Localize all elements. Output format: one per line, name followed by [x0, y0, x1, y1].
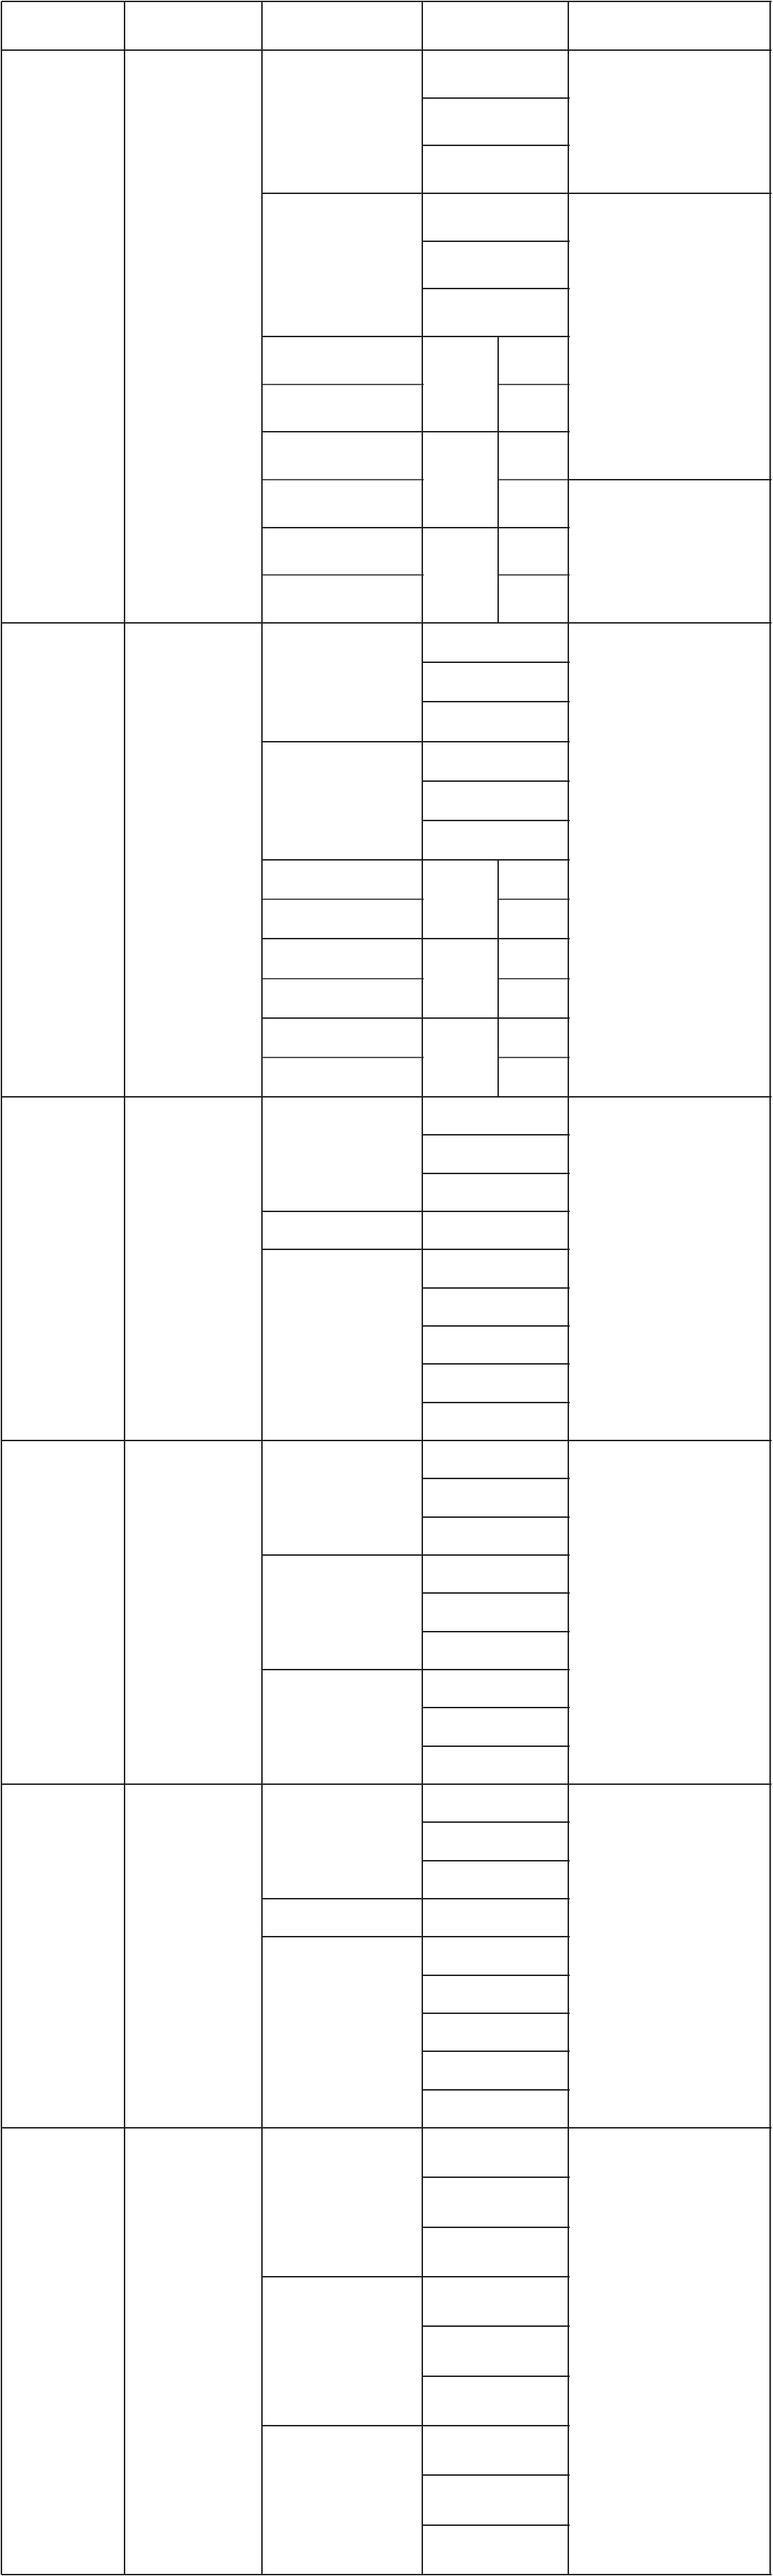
subject-name — [1, 1440, 125, 1784]
table-rule — [262, 1898, 424, 1899]
level-cell — [422, 1899, 568, 1937]
exam-part — [498, 528, 568, 576]
time-slot — [262, 1018, 422, 1057]
table-rule — [1, 50, 2, 623]
note-cell — [568, 623, 770, 1097]
table-rule — [422, 1363, 570, 1365]
table-rule — [422, 2013, 570, 2014]
table-rule — [1, 1784, 2, 2128]
table-rule — [262, 193, 424, 194]
level-cell — [422, 1517, 568, 1555]
level-cell — [422, 742, 568, 781]
table-rule — [422, 2276, 570, 2277]
time-slot — [262, 50, 422, 193]
note-cell — [568, 1097, 770, 1440]
table-rule — [498, 384, 570, 385]
table-rule — [124, 1, 125, 50]
header-time — [262, 1, 422, 50]
table-rule — [124, 1097, 125, 1440]
subject-name — [1, 50, 125, 623]
table-rule — [1, 2128, 2, 2575]
level-cell — [422, 1708, 568, 1745]
table-rule — [261, 1, 263, 50]
table-rule — [1, 1440, 2, 1784]
level-cell — [422, 289, 568, 336]
table-rule — [422, 145, 570, 146]
exam-part — [498, 860, 568, 899]
note-cell — [568, 1440, 770, 1784]
table-rule — [568, 1784, 569, 2128]
table-rule — [261, 1784, 263, 2128]
table-rule — [422, 1173, 570, 1174]
table-rule — [422, 1821, 570, 1823]
table-rule — [422, 2050, 570, 2052]
table-rule — [769, 1, 771, 50]
exam-part — [498, 899, 568, 939]
level-cell — [422, 1440, 568, 1478]
exam-date — [125, 2128, 262, 2575]
table-rule — [422, 780, 570, 782]
table-rule — [262, 1554, 424, 1556]
time-slot — [262, 1670, 422, 1784]
level-cell — [422, 432, 498, 527]
time-slot — [262, 1097, 422, 1211]
table-rule — [568, 623, 569, 1097]
time-slot — [262, 979, 422, 1018]
table-rule — [498, 1057, 570, 1058]
table-rule — [422, 1, 423, 50]
table-rule — [422, 1554, 570, 1556]
level-cell — [422, 2475, 568, 2524]
time-slot — [262, 1937, 422, 2128]
table-rule — [769, 50, 771, 623]
table-rule — [422, 623, 423, 1097]
level-cell — [422, 1249, 568, 1287]
table-rule — [769, 1097, 771, 1440]
table-rule — [568, 2128, 569, 2575]
level-cell — [422, 1822, 568, 1860]
table-rule — [1, 1440, 772, 1441]
level-cell — [422, 2177, 568, 2227]
level-cell — [422, 2227, 568, 2277]
level-cell — [422, 2051, 568, 2089]
table-rule — [262, 1249, 424, 1250]
table-rule — [422, 2425, 570, 2426]
table-rule — [422, 1975, 570, 1976]
level-cell — [422, 1288, 568, 1326]
time-slot — [262, 742, 422, 861]
table-rule — [1, 1097, 2, 1440]
note-cell — [568, 2128, 770, 2575]
table-rule — [568, 1, 569, 50]
level-cell — [422, 1326, 568, 1364]
table-rule — [498, 899, 570, 900]
time-slot — [262, 2426, 422, 2575]
table-rule — [261, 1097, 263, 1440]
subject-name — [1, 1784, 125, 2128]
table-rule — [769, 1784, 771, 2128]
table-rule — [1, 2574, 772, 2575]
level-cell — [422, 336, 498, 432]
table-rule — [497, 860, 499, 1097]
table-rule — [262, 479, 424, 480]
time-slot — [262, 480, 422, 528]
table-rule — [422, 97, 570, 99]
table-rule — [1, 1783, 772, 1785]
table-rule — [568, 193, 772, 194]
header-date — [125, 1, 262, 50]
level-cell — [422, 1173, 568, 1211]
level-cell — [422, 193, 568, 241]
level-cell — [422, 1478, 568, 1516]
level-cell — [422, 528, 498, 623]
exam-part — [498, 979, 568, 1018]
table-rule — [422, 1287, 570, 1289]
table-rule — [262, 1936, 424, 1937]
time-slot — [262, 939, 422, 978]
table-rule — [422, 1402, 570, 1403]
time-slot — [262, 1249, 422, 1440]
time-slot — [262, 1899, 422, 1937]
level-cell — [422, 1975, 568, 2013]
exam-date — [125, 623, 262, 1097]
time-slot — [262, 1555, 422, 1670]
table-rule — [422, 1516, 570, 1518]
table-rule — [1, 623, 2, 1097]
level-cell — [422, 702, 568, 741]
level-cell — [422, 241, 568, 289]
exam-date — [125, 1784, 262, 2128]
subject-name — [1, 2128, 125, 2575]
header-note — [568, 1, 770, 50]
table-rule — [498, 978, 570, 979]
table-rule — [422, 2176, 570, 2178]
table-rule — [422, 741, 570, 742]
level-cell — [422, 1937, 568, 1975]
time-slot — [262, 623, 422, 742]
time-slot — [262, 432, 422, 480]
table-rule — [769, 2128, 771, 2575]
exam-part — [498, 384, 568, 432]
exam-part — [498, 1018, 568, 1057]
table-rule — [124, 1440, 125, 1784]
table-rule — [262, 899, 424, 900]
table-rule — [124, 1784, 125, 2128]
level-cell — [422, 1784, 568, 1822]
time-slot — [262, 193, 422, 336]
level-cell — [422, 1135, 568, 1173]
table-rule — [568, 1097, 569, 1440]
level-cell — [422, 820, 568, 860]
subject-name — [1, 1097, 125, 1440]
level-cell — [422, 2277, 568, 2326]
exam-date — [125, 1097, 262, 1440]
level-cell — [422, 145, 568, 193]
table-rule — [422, 1249, 570, 1250]
time-slot — [262, 899, 422, 939]
table-rule — [261, 623, 263, 1097]
note-cell — [568, 193, 770, 480]
table-rule — [262, 1669, 424, 1670]
table-rule — [262, 384, 424, 385]
time-slot — [262, 1057, 422, 1097]
table-rule — [124, 50, 125, 623]
table-rule — [1, 1, 772, 2]
level-cell — [422, 1403, 568, 1440]
exam-part — [498, 939, 568, 978]
level-cell — [422, 1632, 568, 1670]
table-rule — [568, 479, 772, 480]
time-slot — [262, 860, 422, 899]
table-rule — [422, 2376, 570, 2377]
time-slot — [262, 2277, 422, 2426]
table-rule — [422, 1784, 423, 2128]
table-rule — [422, 1440, 423, 1784]
table-rule — [422, 2128, 423, 2575]
table-rule — [422, 50, 423, 623]
table-rule — [498, 574, 570, 576]
note-cell — [568, 1784, 770, 2128]
time-slot — [262, 2128, 422, 2277]
note-cell — [568, 50, 770, 193]
exam-date — [125, 50, 262, 623]
table-rule — [498, 479, 570, 480]
table-rule — [422, 1592, 570, 1594]
table-rule — [1, 2127, 772, 2129]
time-slot — [262, 575, 422, 623]
table-rule — [422, 193, 570, 194]
exam-part — [498, 575, 568, 623]
table-rule — [1, 622, 772, 624]
table-rule — [261, 1440, 263, 1784]
level-cell — [422, 1097, 568, 1135]
table-rule — [1, 1096, 772, 1098]
table-rule — [422, 2524, 570, 2526]
table-rule — [422, 1669, 570, 1670]
level-cell — [422, 2090, 568, 2128]
table-rule — [422, 701, 570, 702]
table-rule — [422, 288, 570, 289]
table-rule — [261, 50, 263, 623]
exam-date — [125, 1440, 262, 1784]
table-rule — [422, 662, 570, 663]
time-slot — [262, 384, 422, 432]
table-rule — [422, 1325, 570, 1327]
level-cell — [422, 98, 568, 146]
time-slot — [262, 336, 422, 384]
level-cell — [422, 50, 568, 98]
level-cell — [422, 1555, 568, 1593]
header-level — [422, 1, 568, 50]
table-rule — [422, 1936, 570, 1937]
level-cell — [422, 2426, 568, 2475]
exam-part — [498, 336, 568, 384]
table-rule — [262, 2425, 424, 2426]
table-rule — [261, 2128, 263, 2575]
table-rule — [422, 2325, 570, 2327]
table-rule — [422, 1478, 570, 1479]
time-slot — [262, 1440, 422, 1555]
level-cell — [422, 2013, 568, 2051]
table-rule — [422, 1097, 423, 1440]
table-rule — [422, 241, 570, 242]
level-cell — [422, 2525, 568, 2575]
table-rule — [568, 1440, 569, 1784]
level-cell — [422, 860, 498, 939]
table-rule — [497, 336, 499, 623]
level-cell — [422, 1211, 568, 1249]
level-cell — [422, 623, 568, 662]
table-rule — [422, 1860, 570, 1861]
header-subject — [1, 1, 125, 50]
level-cell — [422, 1746, 568, 1784]
subject-name — [1, 623, 125, 1097]
table-rule — [262, 574, 424, 576]
table-rule — [124, 623, 125, 1097]
table-rule — [422, 1631, 570, 1632]
table-rule — [262, 741, 424, 742]
level-cell — [422, 781, 568, 820]
table-rule — [422, 1745, 570, 1747]
level-cell — [422, 2128, 568, 2177]
table-rule — [422, 1134, 570, 1136]
table-rule — [568, 50, 569, 623]
exam-part — [498, 1057, 568, 1097]
table-rule — [422, 2227, 570, 2228]
table-rule — [422, 1211, 570, 1212]
level-cell — [422, 1364, 568, 1402]
table-rule — [262, 1057, 424, 1058]
table-rule — [422, 1707, 570, 1708]
level-cell — [422, 1018, 498, 1097]
table-rule — [422, 2474, 570, 2476]
level-cell — [422, 939, 498, 1017]
table-rule — [262, 978, 424, 979]
table-rule — [262, 1211, 424, 1212]
table-rule — [769, 1440, 771, 1784]
time-slot — [262, 1784, 422, 1899]
table-rule — [769, 623, 771, 1097]
level-cell — [422, 1861, 568, 1899]
time-slot — [262, 528, 422, 576]
table-rule — [422, 1898, 570, 1899]
table-rule — [262, 2276, 424, 2277]
table-rule — [422, 2089, 570, 2091]
table-rule — [124, 2128, 125, 2575]
level-cell — [422, 1593, 568, 1631]
table-rule — [1, 1, 2, 50]
exam-part — [498, 480, 568, 528]
table-rule — [422, 820, 570, 821]
level-cell — [422, 2326, 568, 2376]
level-cell — [422, 2376, 568, 2426]
exam-part — [498, 432, 568, 480]
level-cell — [422, 1670, 568, 1708]
level-cell — [422, 662, 568, 702]
table-rule — [1, 49, 772, 51]
time-slot — [262, 1211, 422, 1249]
